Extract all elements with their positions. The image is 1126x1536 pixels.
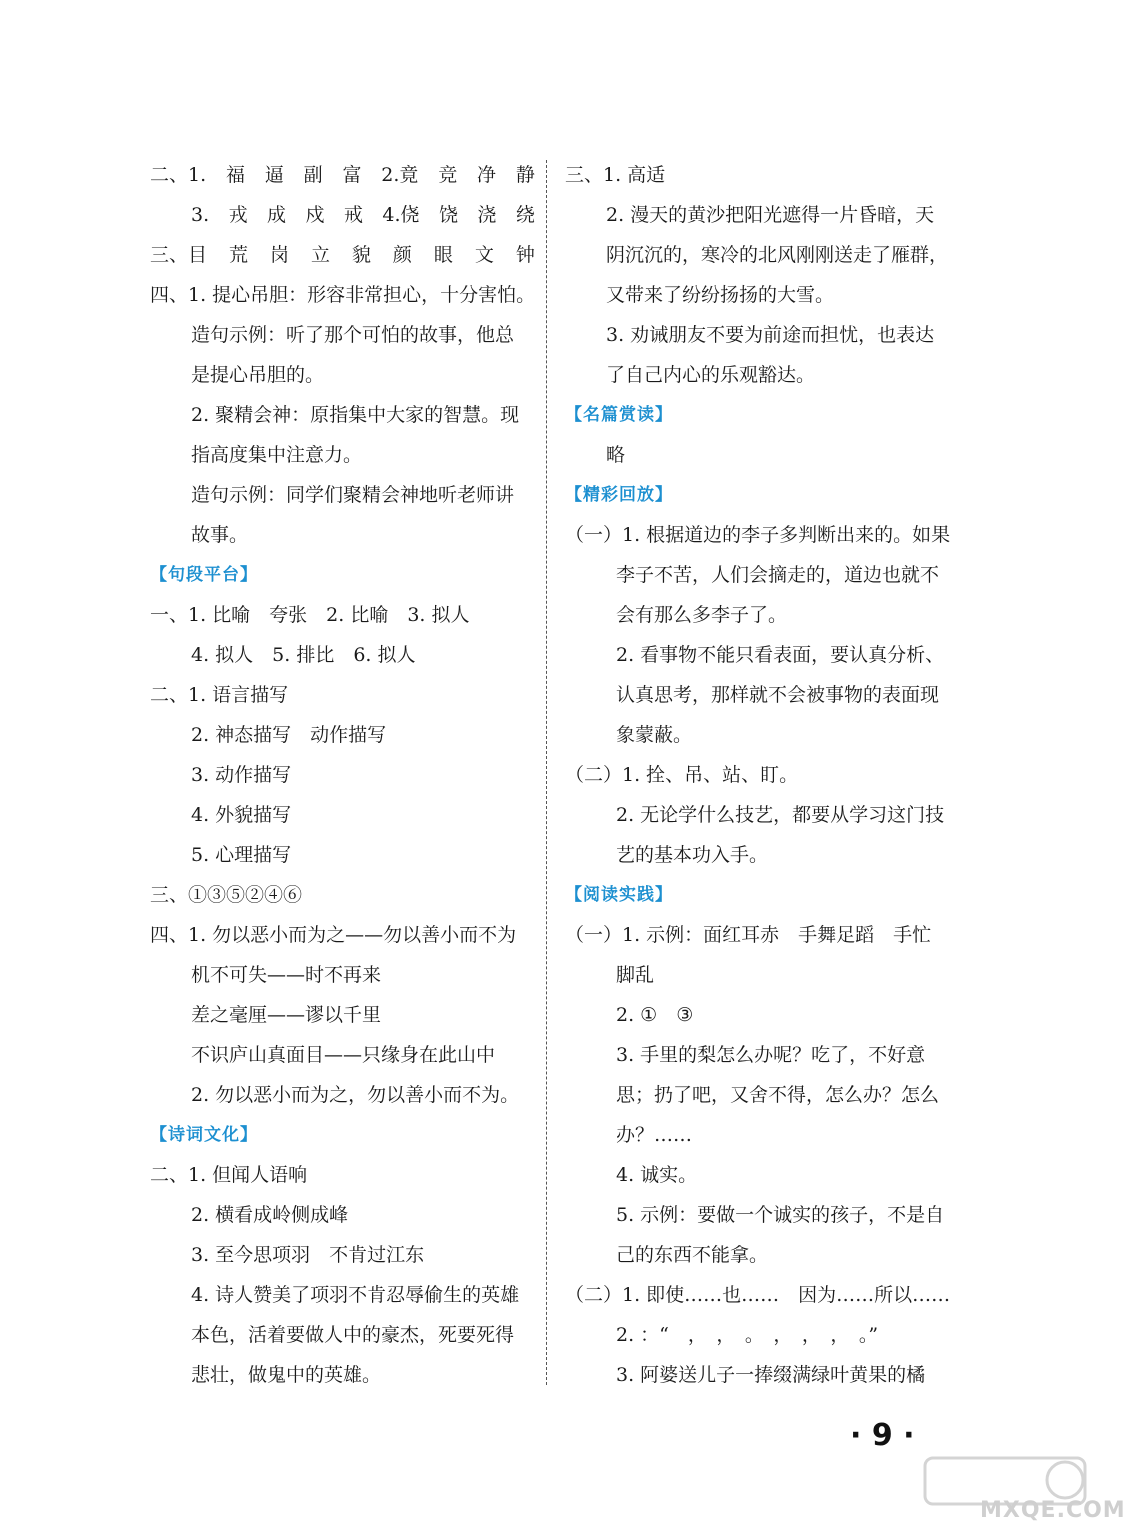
answer-line: 一、1. 比喻 夸张 2. 比喻 3. 拟人 xyxy=(150,604,470,626)
answer-line: 艺的基本功入手。 xyxy=(616,844,769,866)
answer-line: 2. 神态描写 动作描写 xyxy=(191,724,387,746)
answer-line: 本色，活着要做人中的豪杰，死要死得 xyxy=(191,1324,515,1346)
answer-line: 悲壮，做鬼中的英雄。 xyxy=(191,1364,382,1386)
answer-word: 绕 xyxy=(515,204,535,226)
answer-word: 浇 xyxy=(477,204,497,226)
answer-word: 钟 xyxy=(515,244,535,266)
answer-line: 2. 横看成岭侧成峰 xyxy=(191,1204,349,1226)
answer-line: 四、1. 勿以恶小而为之——勿以善小而不为 xyxy=(150,924,517,946)
answer-word: 静 xyxy=(515,164,535,186)
answer-word: 戍 xyxy=(305,204,325,226)
answer-line: 思；扔了吧，又舍不得，怎么办？怎么 xyxy=(616,1084,940,1106)
answer-line: 三、1. 高适 xyxy=(565,164,666,186)
answer-line: 2. 漫天的黄沙把阳光遮得一片昏暗，天 xyxy=(606,204,935,226)
answer-line: 李子不苦，人们会摘走的，道边也就不 xyxy=(616,564,940,586)
answer-line: 5. 示例：要做一个诚实的孩子，不是自 xyxy=(616,1204,945,1226)
answer-line: 造句示例：同学们聚精会神地听老师讲 xyxy=(191,484,515,506)
answer-word: 眼 xyxy=(433,244,453,266)
answer-line: 办？…… xyxy=(616,1124,693,1146)
answer-word: 立 xyxy=(310,244,330,266)
answer-word: 荒 xyxy=(228,244,248,266)
answer-word: 岗 xyxy=(269,244,289,266)
answer-line: 3. 手里的梨怎么办呢？吃了，不好意 xyxy=(616,1044,926,1066)
watermark-site: MXQE.COM xyxy=(980,1498,1126,1523)
right-column xyxy=(565,155,950,1395)
answer-line: 又带来了纷纷扬扬的大雪。 xyxy=(606,284,835,306)
answer-line: 3. 阿婆送儿子一捧缀满绿叶黄果的橘 xyxy=(616,1364,926,1386)
answer-line: 会有那么多李子了。 xyxy=(616,604,788,626)
answer-line: 故事。 xyxy=(191,524,249,546)
answer-line: （一）1. 根据道边的李子多判断出来的。如果 xyxy=(565,524,951,546)
answer-line: 指高度集中注意力。 xyxy=(191,444,363,466)
answer-word: 副 xyxy=(303,164,323,186)
answer-word: 2.竟 xyxy=(381,164,419,186)
answer-word: 逼 xyxy=(264,164,284,186)
answer-word: 二、1. xyxy=(150,164,207,186)
answer-line: 2. 聚精会神：原指集中大家的智慧。现 xyxy=(191,404,520,426)
answer-line: 差之毫厘——谬以千里 xyxy=(191,1004,382,1026)
answer-word: 竞 xyxy=(438,164,458,186)
answer-word: 饶 xyxy=(438,204,458,226)
answer-line: 象蒙蔽。 xyxy=(616,724,693,746)
answer-line: 3. 劝诫朋友不要为前途而担忧，也表达 xyxy=(606,324,935,346)
answer-line: 4. 诗人赞美了项羽不肯忍辱偷生的英雄 xyxy=(191,1284,520,1306)
answer-line: 2. 勿以恶小而为之，勿以善小而不为。 xyxy=(191,1084,520,1106)
answer-line: 造句示例：听了那个可怕的故事，他总 xyxy=(191,324,515,346)
answer-word: 福 xyxy=(225,164,245,186)
answer-word: 戒 xyxy=(343,204,363,226)
section-heading: 【阅读实践】 xyxy=(565,885,673,905)
answer-line xyxy=(150,195,535,235)
answer-word: 貌 xyxy=(351,244,371,266)
column-divider xyxy=(546,160,547,1385)
answer-line: （一）1. 示例：面红耳赤 手舞足蹈 手忙 xyxy=(565,924,932,946)
answer-word: 成 xyxy=(267,204,287,226)
answer-line: 不识庐山真面目——只缘身在此山中 xyxy=(191,1044,496,1066)
answer-line xyxy=(150,155,535,195)
answer-word: 3. xyxy=(191,204,210,226)
watermark-logo xyxy=(915,1450,1095,1536)
answer-line: （二）1. 即使……也…… 因为……所以…… xyxy=(565,1284,951,1306)
answer-line: 3. 至今思项羽 不肯过江东 xyxy=(191,1244,425,1266)
answer-line: 阴沉沉的，寒冷的北风刚刚送走了雁群， xyxy=(606,244,949,266)
answer-line: （二）1. 拴、吊、站、盯。 xyxy=(565,764,799,786)
answer-word: 颜 xyxy=(392,244,412,266)
answer-line: 4. 拟人 5. 排比 6. 拟人 xyxy=(191,644,416,666)
answer-word: 文 xyxy=(474,244,494,266)
section-heading: 【句段平台】 xyxy=(150,565,258,585)
answer-line: 三、①③⑤②④⑥ xyxy=(150,884,303,906)
section-heading: 【名篇赏读】 xyxy=(565,405,673,425)
answer-line: 5. 心理描写 xyxy=(191,844,292,866)
answer-word: 戎 xyxy=(228,204,248,226)
left-column xyxy=(150,155,535,1395)
answer-word: 净 xyxy=(477,164,497,186)
answer-line: 是提心吊胆的。 xyxy=(191,364,325,386)
section-heading: 【精彩回放】 xyxy=(565,485,673,505)
answer-line: 2. 无论学什么技艺，都要从学习这门技 xyxy=(616,804,945,826)
answer-line: 己的东西不能拿。 xyxy=(616,1244,769,1266)
answer-line: 4. 外貌描写 xyxy=(191,804,292,826)
answer-line: 脚乱 xyxy=(616,964,655,986)
answer-word: 三、目 xyxy=(150,244,208,266)
answer-line: 了自己内心的乐观豁达。 xyxy=(606,364,816,386)
answer-word: 富 xyxy=(342,164,362,186)
answer-line: 二、1. 但闻人语响 xyxy=(150,1164,308,1186)
answer-line: 四、1. 提心吊胆：形容非常担心，十分害怕。 xyxy=(150,284,536,306)
answer-line: 认真思考，那样就不会被事物的表面现 xyxy=(616,684,940,706)
answer-word: 4.侥 xyxy=(382,204,420,226)
answer-line: 3. 动作描写 xyxy=(191,764,292,786)
answer-line: 2. ① ③ xyxy=(616,1004,694,1026)
answer-line: 机不可失——时不再来 xyxy=(191,964,382,986)
answer-line: 2. ：“ ， ， 。 ， ， ， 。” xyxy=(616,1324,879,1346)
page-number: · 9 · xyxy=(850,1418,915,1453)
answer-line: 略 xyxy=(606,444,626,466)
section-heading: 【诗词文化】 xyxy=(150,1125,258,1145)
answer-line xyxy=(150,235,535,275)
answer-line: 二、1. 语言描写 xyxy=(150,684,289,706)
answer-line: 4. 诚实。 xyxy=(616,1164,698,1186)
answer-line: 2. 看事物不能只看表面，要认真分析、 xyxy=(616,644,945,666)
